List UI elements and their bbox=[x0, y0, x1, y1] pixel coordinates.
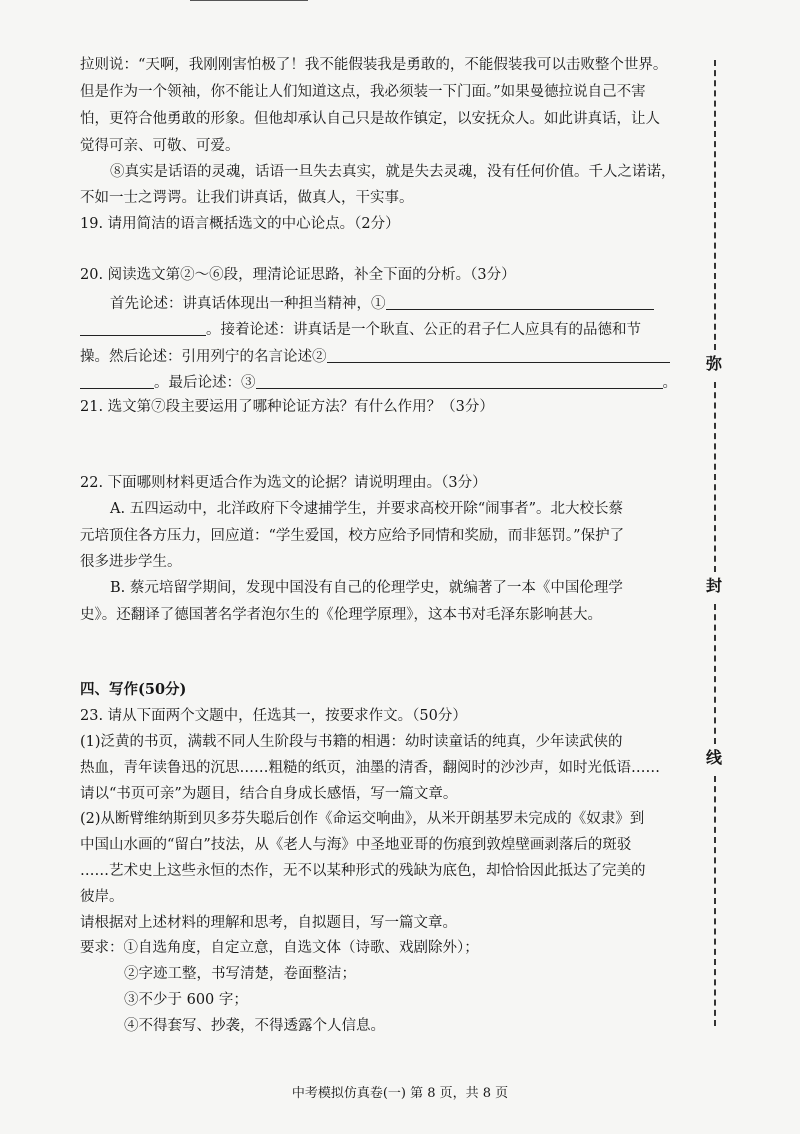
passage-paragraph-8: ⑧真实是话语的灵魂，话语一旦失去真实，就是失去灵魂，没有任何价值。千人之诺诺， bbox=[110, 164, 676, 180]
passage-line-1: 拉则说：“天啊，我刚刚害怕极了！我不能假装我是勇敢的，不能假装我可以击败整个世界。 bbox=[80, 57, 668, 73]
requirement-2: ②字迹工整，书写清楚，卷面整洁； bbox=[124, 966, 356, 982]
question-23: 23. 请从下面两个文题中，任选其一，按要求作文。（50分） bbox=[80, 708, 467, 724]
question-20: 20. 阅读选文第②～⑥段，理清论证思路，补全下面的分析。（3分） bbox=[80, 267, 516, 283]
requirement-3: ③不少于 600 字； bbox=[124, 992, 248, 1008]
question-19: 19. 请用简洁的语言概括选文的中心论点。（2分） bbox=[80, 216, 400, 232]
question-22: 22. 下面哪则材料更适合作为选文的论据？请说明理由。（3分） bbox=[80, 475, 487, 491]
prompt-2-line-2: 中国山水画的“留白”技法，从《老人与海》中圣地亚哥的伤痕到敦煌壁画剥落后的斑驳 bbox=[80, 837, 632, 853]
q22-option-a-line-1: A. 五四运动中，北洋政府下令逮捕学生，并要求高校开除“闹事者”。北大校长蔡 bbox=[110, 501, 624, 517]
seal-char-xian: 线 bbox=[706, 748, 723, 767]
answer-blank-1[interactable] bbox=[386, 295, 654, 310]
top-rule bbox=[190, 0, 308, 1]
passage-line-3: 怕，更符合他勇敢的形象。但他却承认自己只是故作镇定，以安抚众人。如此讲真话，让人 bbox=[80, 111, 660, 127]
q20-analysis-line-1 bbox=[110, 295, 654, 312]
q22-option-a-line-3: 很多进步学生。 bbox=[80, 554, 182, 570]
seal-char-feng: 封 bbox=[706, 576, 723, 595]
seal-line-segment bbox=[714, 60, 716, 350]
q20-analysis-line-3 bbox=[80, 348, 670, 365]
seal-line-segment bbox=[714, 776, 716, 1026]
requirement-1: 要求：①自选角度，自定立意，自选文体（诗歌、戏剧除外）； bbox=[80, 940, 479, 956]
passage-line-4: 觉得可亲、可敬、可爱。 bbox=[80, 138, 240, 154]
prompt-2-line-4: 彼岸。 bbox=[80, 889, 124, 905]
q22-option-a-line-2: 元培顶住各方压力，回应道：“学生爱国，校方应给予同情和奖励，而非惩罚。”保护了 bbox=[80, 528, 625, 544]
passage-line-2: 但是作为一个领袖，你不能让人们知道这点，我必须装一下门面。”如果曼德拉说自己不害 bbox=[80, 84, 646, 100]
answer-blank-2[interactable] bbox=[327, 348, 670, 363]
answer-blank-2-continued[interactable] bbox=[80, 374, 154, 389]
passage-line-6: 不如一士之谔谔。让我们讲真话，做真人，干实事。 bbox=[80, 190, 414, 206]
q20-third-text: 操。然后论述：引用列宁的名言论述② bbox=[80, 349, 327, 365]
seal-line-segment bbox=[714, 604, 716, 744]
prompt-2-line-3: ……艺术史上这些永恒的杰作，无不以某种形式的残缺为底色，却恰恰因此抵达了完美的 bbox=[80, 863, 646, 879]
q20-first-text: 首先论述：讲真话体现出一种担当精神，① bbox=[110, 296, 386, 312]
requirement-4: ④不得套写、抄袭，不得透露个人信息。 bbox=[124, 1018, 385, 1034]
q22-option-b-line-1: B. 蔡元培留学期间，发现中国没有自己的伦理学史，就编著了一本《中国伦理学 bbox=[110, 580, 623, 596]
q22-option-b-line-2: 史》。还翻译了德国著名学者泡尔生的《伦理学原理》，这本书对毛泽东影响甚大。 bbox=[80, 607, 602, 623]
prompt-1-instruction: 请以“书页可亲”为题目，结合自身成长感悟，写一篇文章。 bbox=[80, 786, 458, 802]
prompt-2-instruction: 请根据对上述材料的理解和思考，自拟题目，写一篇文章。 bbox=[80, 915, 457, 931]
page-footer: 中考模拟仿真卷(一) 第 8 页，共 8 页 bbox=[291, 1086, 509, 1101]
prompt-2-line-1: (2)从断臂维纳斯到贝多芬失聪后创作《命运交响曲》，从米开朗基罗未完成的《奴隶》到 bbox=[80, 811, 645, 827]
section-heading-writing: 四、写作(50分) bbox=[80, 681, 187, 698]
question-21: 21. 选文第⑦段主要运用了哪种论证方法？有什么作用？（3分） bbox=[80, 399, 494, 415]
prompt-1-line-1: (1)泛黄的书页，满载不同人生阶段与书籍的相遇：幼时读童话的纯真，少年读武侠的 bbox=[80, 734, 623, 750]
q20-end-mark: 。 bbox=[662, 375, 677, 391]
q20-fourth-text: 。最后论述：③ bbox=[154, 375, 256, 391]
prompt-1-line-2: 热血，青年读鲁迅的沉思……粗糙的纸页，油墨的清香，翻阅时的沙沙声，如时光低语…… bbox=[80, 760, 660, 776]
seal-char-mi: 弥 bbox=[706, 354, 723, 373]
seal-line-segment bbox=[714, 382, 716, 572]
q20-analysis-line-2 bbox=[80, 321, 641, 338]
q20-analysis-line-4 bbox=[80, 374, 677, 391]
answer-blank-3[interactable] bbox=[256, 374, 663, 389]
q20-second-text: 。接着论述：讲真话是一个耿直、公正的君子仁人应具有的品德和节 bbox=[206, 322, 641, 338]
answer-blank-1-continued[interactable] bbox=[80, 321, 206, 336]
